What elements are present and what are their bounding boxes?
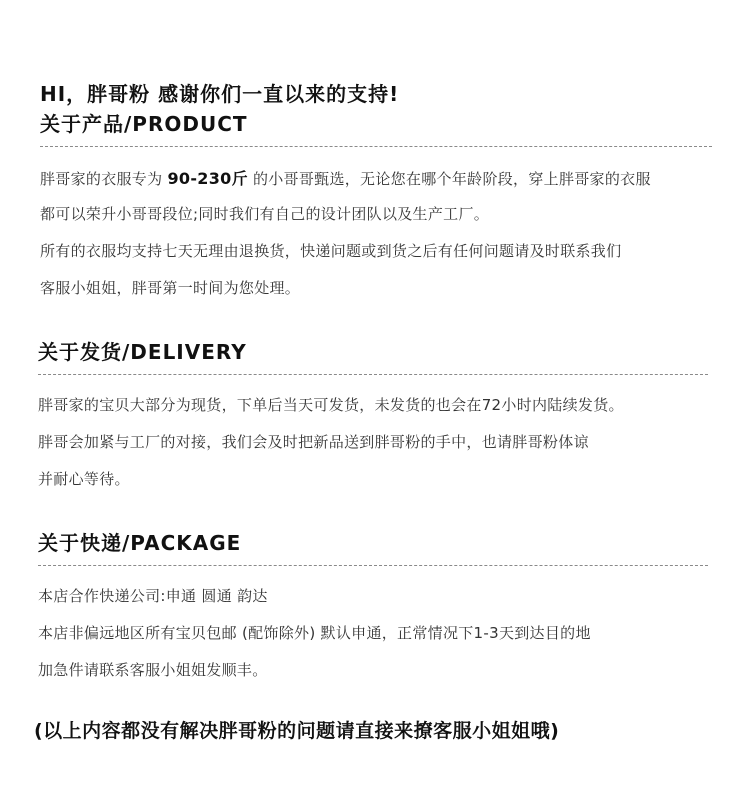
product-line-3: 所有的衣服均支持七天无理由退换货，快递问题或到货之后有任何问题请及时联系我们: [40, 242, 622, 260]
product-heading: 关于产品/PRODUCT: [40, 112, 248, 136]
greeting-title: HI，胖哥粉 感谢你们一直以来的支持!: [40, 82, 400, 106]
product-line-4: 客服小姐姐，胖哥第一时间为您处理。: [40, 279, 301, 297]
product-line-1-pre: 胖哥家的衣服专为: [40, 170, 168, 188]
delivery-line-1: 胖哥家的宝贝大部分为现货，下单后当天可发货，未发货的也会在72小时内陆续发货。: [38, 396, 624, 414]
package-heading: 关于快递/PACKAGE: [38, 531, 242, 555]
package-line-2: 本店非偏远地区所有宝贝包邮 (配饰除外) 默认申通，正常情况下1-3天到达目的地: [38, 624, 591, 642]
product-line-2: 都可以荣升小哥哥段位;同时我们有自己的设计团队以及生产工厂。: [40, 205, 490, 223]
delivery-heading: 关于发货/DELIVERY: [38, 340, 247, 364]
delivery-divider: [38, 374, 708, 375]
delivery-line-3: 并耐心等待。: [38, 470, 130, 488]
footer-note: (以上内容都没有解决胖哥粉的问题请直接来撩客服小姐姐哦): [34, 720, 560, 742]
product-line-1: [40, 166, 651, 189]
package-divider: [38, 565, 708, 566]
product-divider: [40, 146, 712, 147]
delivery-line-2: 胖哥会加紧与工厂的对接，我们会及时把新品送到胖哥粉的手中，也请胖哥粉体谅: [38, 433, 589, 451]
product-line-1-post: 的小哥哥甄选，无论您在哪个年龄阶段，穿上胖哥家的衣服: [247, 170, 651, 188]
weight-range-highlight: 90-230斤: [167, 169, 248, 188]
package-line-1: 本店合作快递公司:申通 圆通 韵达: [38, 587, 268, 605]
package-line-3: 加急件请联系客服小姐姐发顺丰。: [38, 661, 268, 679]
